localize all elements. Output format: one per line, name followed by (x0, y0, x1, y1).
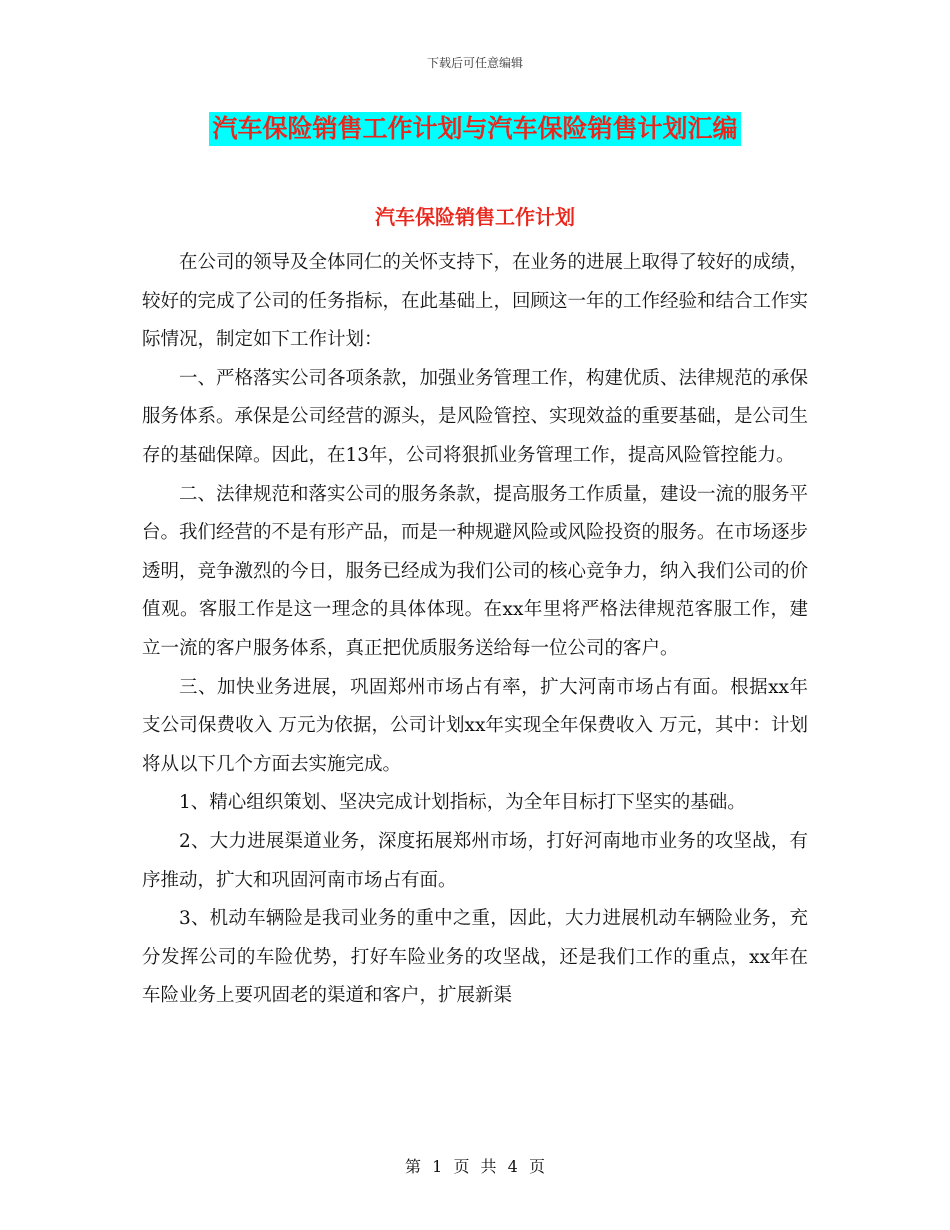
header-note: 下载后可任意编辑 (426, 56, 523, 70)
footer-mid1: 页 (453, 1157, 470, 1176)
footer-mid2: 共 (480, 1157, 497, 1176)
paragraph-sub-3: 3、机动车辆险是我司业务的重中之重，因此，大力进展机动车辆险业务，充分发挥公司的车险优势，打好车险业务的攻坚战，还是我们工作的重点，xx年在车险业务上要巩固老的渠道和客户，扩展新渠 (142, 908, 808, 1007)
footer-total-pages: 4 (507, 1157, 518, 1176)
paragraph-intro: 在公司的领导及全体同仁的关怀支持下，在业务的进展上取得了较好的成绩，较好的完成了公司的任务指标，在此基础上，回顾这一年的工作经验和结合工作实际情况，制定如下工作计划： (142, 252, 809, 351)
footer-page-number: 1 (432, 1157, 443, 1176)
paragraph-point-2: 二、法律规范和落实公司的服务条款，提高服务工作质量，建设一流的服务平台。我们经营的不是有形产品，而是一种规避风险或风险投资的服务。在市场逐步透明，竞争激烈的今日，服务已经成为我们公司的核心竞争力，纳入我们公司的价值观。客服工作是这一理念的具体体现。在xx年里将严格法律规范客服工作，建立一流的客户服务体系，真正把优质服务送给每一位公司的客户。 (142, 483, 809, 659)
footer-suffix: 页 (528, 1157, 545, 1176)
paragraph-point-3: 三、加快业务进展，巩固郑州市场占有率，扩大河南市场占有面。根据xx年支公司保费收入 万元为依据，公司计划xx年实现全年保费收入 万元，其中：计划将从以下几个方面去实施完成。 (142, 676, 808, 775)
paragraph-point-1: 一、严格落实公司各项条款，加强业务管理工作，构建优质、法律规范的承保服务体系。承保是公司经营的源头，是风险管控、实现效益的重要基础，是公司生存的基础保障。因此，在13年，公司将狠抓业务管理工作，提高风险管控能力。 (142, 367, 809, 466)
section-title: 汽车保险销售工作计划 (375, 205, 575, 229)
main-title-wrap (0, 112, 950, 146)
document-body (142, 244, 808, 1016)
paragraph-sub-2: 2、大力进展渠道业务，深度拓展郑州市场，打好河南地市业务的攻坚战，有序推动，扩大和巩固河南市场占有面。 (142, 830, 808, 891)
footer-prefix: 第 (405, 1157, 422, 1176)
main-title: 汽车保险销售工作计划与汽车保险销售计划汇编 (209, 112, 740, 146)
page-footer (0, 1154, 950, 1177)
paragraph-sub-1: 1、精心组织策划、坚决完成计划指标，为全年目标打下坚实的基础。 (179, 792, 746, 814)
